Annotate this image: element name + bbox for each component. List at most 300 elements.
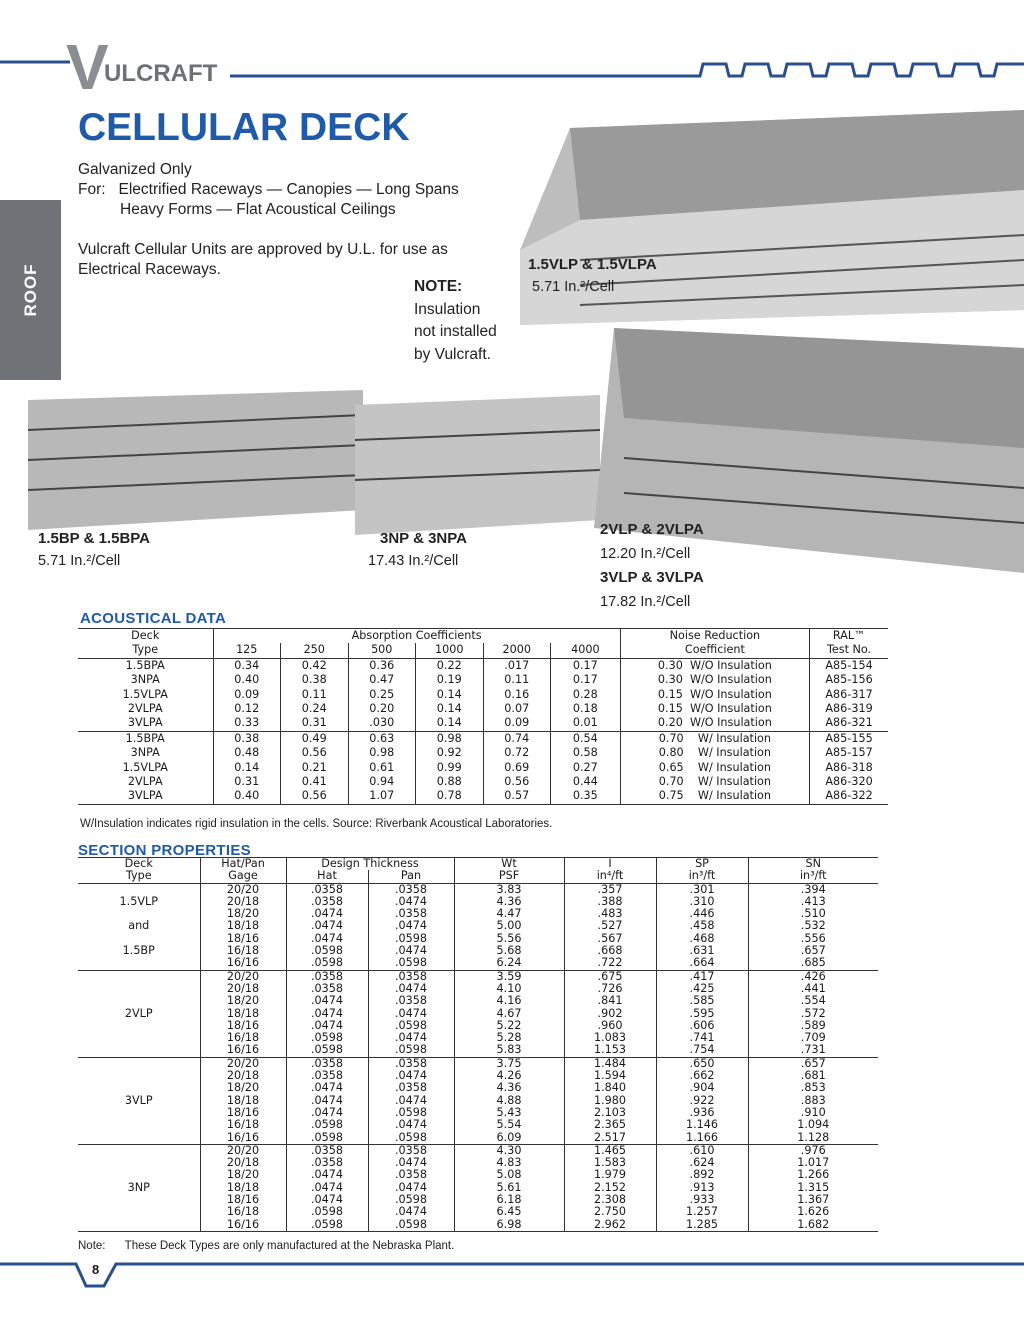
col-header: SN xyxy=(805,857,821,870)
deck-type-cell: 3VLP xyxy=(78,1095,200,1107)
table-cell: .910 xyxy=(800,1105,826,1119)
col-header: Wt xyxy=(454,858,564,871)
col-header: Deck xyxy=(78,629,213,644)
acoustical-title: ACOUSTICAL DATA xyxy=(80,610,227,627)
table-row xyxy=(78,1070,878,1082)
table-cell: .0474 xyxy=(286,1182,368,1194)
intro-line: Galvanized Only xyxy=(78,161,192,178)
page-title: CELLULAR DECK xyxy=(78,106,410,149)
table-cell: 1.367 xyxy=(797,1193,830,1207)
table-cell: .030 xyxy=(348,716,416,731)
table-cell: 0.09 xyxy=(483,716,551,731)
deck-type-cell: 1.5VLP xyxy=(78,896,200,908)
table-cell: 0.01 xyxy=(551,716,621,731)
table-cell: .585 xyxy=(656,995,748,1007)
table-cell: 1.5VLPA xyxy=(78,688,213,702)
deck-type-cell: 3NP xyxy=(78,1182,200,1194)
table-cell: 4.88 xyxy=(454,1095,564,1107)
table-cell: .446 xyxy=(656,908,748,920)
table-row xyxy=(78,1144,878,1157)
table-cell: 20/18 xyxy=(200,1157,286,1169)
table-cell: 0.17 xyxy=(551,673,621,687)
table-cell: 0.33 xyxy=(213,716,281,731)
table-cell: 5.54 xyxy=(454,1119,564,1131)
footer-rule xyxy=(0,1250,1024,1290)
table-cell: 0.30 W/O Insulation xyxy=(620,673,809,687)
deck-type-cell xyxy=(78,1119,200,1131)
table-row xyxy=(78,1182,878,1194)
table-cell: .0474 xyxy=(368,945,454,957)
table-cell: .0474 xyxy=(368,1206,454,1218)
table-row xyxy=(78,702,888,716)
table-cell: .0474 xyxy=(286,1020,368,1032)
col-header: 2000 xyxy=(483,643,551,658)
table-cell: .0598 xyxy=(286,1119,368,1131)
table-cell: 0.75 W/ Insulation xyxy=(620,789,809,804)
figure-name: 3NP & 3NPA xyxy=(380,530,467,547)
col-header: Hat xyxy=(286,870,368,883)
table-cell: .624 xyxy=(656,1157,748,1169)
table-cell: .976 xyxy=(800,1143,826,1157)
table-cell: 1.128 xyxy=(797,1130,830,1144)
table-cell: .0358 xyxy=(286,1144,368,1157)
table-cell: .0598 xyxy=(368,957,454,970)
table-cell: .0358 xyxy=(286,1070,368,1082)
table-cell: 0.61 xyxy=(348,761,416,775)
col-header: Absorption Coefficients xyxy=(213,629,620,644)
table-cell: .892 xyxy=(656,1169,748,1181)
table-cell: .0358 xyxy=(286,896,368,908)
table-cell: .458 xyxy=(656,920,748,932)
deck-type-cell xyxy=(78,995,200,1007)
table-cell: 0.38 xyxy=(281,673,349,687)
table-cell: 0.24 xyxy=(281,702,349,716)
table-cell: 0.78 xyxy=(416,789,484,804)
table-row xyxy=(78,1194,878,1206)
table-row xyxy=(78,1020,878,1032)
table-row xyxy=(78,1095,878,1107)
table-cell: 3NPA xyxy=(78,673,213,687)
table-cell: .0598 xyxy=(368,1194,454,1206)
table-cell: 6.45 xyxy=(454,1206,564,1218)
deck-type-cell xyxy=(78,1157,200,1169)
table-cell: 16/18 xyxy=(200,1206,286,1218)
col-header: Pan xyxy=(368,870,454,883)
table-cell: .0358 xyxy=(286,1157,368,1169)
table-row xyxy=(78,716,888,731)
table-cell: 0.65 W/ Insulation xyxy=(620,761,809,775)
table-cell: .0358 xyxy=(368,970,454,983)
table-cell: 1.017 xyxy=(797,1156,830,1170)
table-cell: 0.49 xyxy=(281,731,349,746)
table-cell: .933 xyxy=(656,1194,748,1206)
table-cell: 0.11 xyxy=(483,673,551,687)
table-cell: 18/16 xyxy=(200,933,286,945)
table-cell: 0.21 xyxy=(281,761,349,775)
section-side-tab xyxy=(0,200,61,380)
table-cell: A85-157 xyxy=(825,746,873,760)
table-cell: 18/16 xyxy=(200,1107,286,1119)
table-cell: .0598 xyxy=(286,1219,368,1232)
table-cell: 18/20 xyxy=(200,908,286,920)
table-row xyxy=(78,896,878,908)
table-cell: .741 xyxy=(656,1032,748,1044)
table-cell: 2VLPA xyxy=(78,775,213,789)
table-row xyxy=(78,1157,878,1169)
intro-text xyxy=(78,160,459,280)
table-cell: 1.094 xyxy=(797,1118,830,1132)
table-cell: A85-156 xyxy=(825,673,873,687)
table-cell: 4.30 xyxy=(454,1144,564,1157)
table-cell: .468 xyxy=(656,933,748,945)
deck-photo-3np xyxy=(355,395,600,535)
table-cell: .527 xyxy=(564,920,656,932)
table-cell: .0598 xyxy=(286,1206,368,1218)
table-cell: .0474 xyxy=(286,1194,368,1206)
table-cell: .0598 xyxy=(368,1219,454,1232)
table-cell: 1.682 xyxy=(797,1217,830,1231)
table-cell: .650 xyxy=(656,1057,748,1070)
table-cell: 0.40 xyxy=(213,673,281,687)
deck-type-cell xyxy=(78,1169,200,1181)
table-cell: .0358 xyxy=(286,970,368,983)
table-cell: .0598 xyxy=(368,933,454,945)
table-cell: .883 xyxy=(800,1093,826,1107)
table-cell: .0474 xyxy=(286,933,368,945)
table-cell: .301 xyxy=(656,883,748,896)
table-cell: 0.70 W/ Insulation xyxy=(620,775,809,789)
col-header: SP xyxy=(656,858,748,871)
table-cell: 1.5BPA xyxy=(78,658,213,673)
table-cell: .0474 xyxy=(368,920,454,932)
table-cell: 2.152 xyxy=(564,1182,656,1194)
table-cell: 6.98 xyxy=(454,1219,564,1232)
deck-type-cell xyxy=(78,1206,200,1218)
table-cell: .0358 xyxy=(368,883,454,896)
col-header: in³/ft xyxy=(799,869,827,883)
table-row xyxy=(78,688,888,702)
table-cell: 0.30 W/O Insulation xyxy=(620,658,809,673)
table-cell: 1.5VLPA xyxy=(78,761,213,775)
table-cell: 4.10 xyxy=(454,983,564,995)
table-cell: 3.59 xyxy=(454,970,564,983)
table-cell: 6.09 xyxy=(454,1132,564,1145)
figure-name: 3VLP & 3VLPA xyxy=(600,569,704,586)
table-cell: .0474 xyxy=(368,1182,454,1194)
table-cell: .0598 xyxy=(368,1107,454,1119)
table-row xyxy=(78,775,888,789)
col-header: Deck xyxy=(78,858,200,871)
deck-type-cell xyxy=(78,1144,200,1157)
table-cell: 5.83 xyxy=(454,1044,564,1057)
table-cell: 0.16 xyxy=(483,688,551,702)
table-cell: 6.24 xyxy=(454,957,564,970)
table-cell: .589 xyxy=(800,1018,826,1032)
table-cell: .754 xyxy=(656,1044,748,1057)
table-cell: 0.44 xyxy=(551,775,621,789)
table-cell: .0474 xyxy=(368,1119,454,1131)
table-cell: .0474 xyxy=(368,1157,454,1169)
table-cell: 5.00 xyxy=(454,920,564,932)
table-cell: 0.36 xyxy=(348,658,416,673)
table-cell: 0.14 xyxy=(213,761,281,775)
col-header: Design Thickness xyxy=(286,858,454,871)
table-cell: .0358 xyxy=(368,995,454,1007)
table-cell: .441 xyxy=(800,981,826,995)
table-cell: .0358 xyxy=(368,1169,454,1181)
table-cell: A85-155 xyxy=(825,731,873,745)
table-cell: 0.35 xyxy=(551,789,621,804)
table-cell: .0474 xyxy=(368,1032,454,1044)
table-cell: .388 xyxy=(564,896,656,908)
table-row xyxy=(78,908,878,920)
table-row xyxy=(78,1219,878,1232)
table-cell: 0.54 xyxy=(551,731,621,746)
table-cell: 20/18 xyxy=(200,1070,286,1082)
table-cell: .731 xyxy=(800,1043,826,1057)
table-cell: 4.83 xyxy=(454,1157,564,1169)
table-cell: 1.257 xyxy=(656,1206,748,1218)
table-cell: .0474 xyxy=(368,1095,454,1107)
table-cell: 0.80 W/ Insulation xyxy=(620,746,809,760)
col-header: Type xyxy=(78,870,200,883)
table-cell: 5.56 xyxy=(454,933,564,945)
table-cell: 0.14 xyxy=(416,702,484,716)
table-cell: 0.98 xyxy=(348,746,416,760)
col-header: 250 xyxy=(281,643,349,658)
table-cell: 0.20 W/O Insulation xyxy=(620,716,809,731)
for-label: For: xyxy=(78,181,106,198)
table-cell: 0.88 xyxy=(416,775,484,789)
table-row xyxy=(78,761,888,775)
col-header: Test No. xyxy=(826,643,872,657)
insulation-note xyxy=(414,276,497,366)
figure-area: 17.43 In.²/Cell xyxy=(368,553,459,569)
table-cell: 16/16 xyxy=(200,1044,286,1057)
table-cell: 4.16 xyxy=(454,995,564,1007)
col-header: 500 xyxy=(348,643,416,658)
table-cell: A86-322 xyxy=(825,789,873,803)
table-cell: .664 xyxy=(656,957,748,970)
table-cell: 5.22 xyxy=(454,1020,564,1032)
deck-type-cell: and xyxy=(78,920,200,932)
col-header: in⁴/ft xyxy=(564,870,656,883)
table-cell: .913 xyxy=(656,1182,748,1194)
col-header: Coefficient xyxy=(620,643,809,658)
figure-caption xyxy=(38,528,150,572)
table-row xyxy=(78,731,888,746)
table-cell: 0.56 xyxy=(281,789,349,804)
table-cell: 0.70 W/ Insulation xyxy=(620,731,809,746)
section-table xyxy=(78,857,878,1232)
table-row xyxy=(78,920,878,932)
table-cell: 0.15 W/O Insulation xyxy=(620,688,809,702)
table-cell: .685 xyxy=(800,956,826,970)
col-header: PSF xyxy=(454,870,564,883)
table-cell: A86-317 xyxy=(825,687,873,701)
table-cell: 0.94 xyxy=(348,775,416,789)
deck-type-cell xyxy=(78,983,200,995)
table-cell: 16/18 xyxy=(200,1032,286,1044)
table-cell: 2.103 xyxy=(564,1107,656,1119)
table-cell: .0474 xyxy=(286,995,368,1007)
table-cell: .483 xyxy=(564,908,656,920)
table-cell: 1.465 xyxy=(564,1144,656,1157)
table-cell: 0.14 xyxy=(416,716,484,731)
col-header: Noise Reduction xyxy=(620,629,809,644)
table-cell: .0474 xyxy=(286,908,368,920)
col-header: I xyxy=(564,858,656,871)
deck-photo-1-5bp xyxy=(28,390,363,530)
table-row xyxy=(78,1082,878,1094)
table-cell: 0.31 xyxy=(281,716,349,731)
table-cell: 18/18 xyxy=(200,1095,286,1107)
table-cell: .709 xyxy=(800,1031,826,1045)
deck-type-cell xyxy=(78,1032,200,1044)
table-cell: 0.31 xyxy=(213,775,281,789)
table-cell: 0.09 xyxy=(213,688,281,702)
table-cell: .0474 xyxy=(368,896,454,908)
table-cell: .0598 xyxy=(286,1032,368,1044)
table-cell: 1.626 xyxy=(797,1205,830,1219)
note-label: NOTE: xyxy=(414,278,463,295)
table-cell: 4.26 xyxy=(454,1070,564,1082)
table-row xyxy=(78,883,878,896)
acoustical-table xyxy=(78,628,888,805)
deck-type-cell xyxy=(78,1219,200,1232)
deck-type-cell xyxy=(78,957,200,970)
table-row xyxy=(78,1032,878,1044)
table-cell: .595 xyxy=(656,1008,748,1020)
deck-type-cell xyxy=(78,1107,200,1119)
table-cell: 18/18 xyxy=(200,1182,286,1194)
table-cell: A85-154 xyxy=(825,658,873,672)
table-cell: 0.07 xyxy=(483,702,551,716)
table-cell: .726 xyxy=(564,983,656,995)
table-cell: .0358 xyxy=(368,1082,454,1094)
table-row xyxy=(78,658,888,673)
table-cell: 1.583 xyxy=(564,1157,656,1169)
table-cell: .572 xyxy=(800,1006,826,1020)
figure-caption xyxy=(368,528,467,572)
deck-type-cell xyxy=(78,1070,200,1082)
table-cell: .668 xyxy=(564,945,656,957)
table-cell: 1.979 xyxy=(564,1169,656,1181)
table-cell: 0.15 W/O Insulation xyxy=(620,702,809,716)
table-cell: 4.67 xyxy=(454,1008,564,1020)
brand-logo-v: V xyxy=(66,31,107,103)
table-cell: .0358 xyxy=(286,1057,368,1070)
table-cell: .610 xyxy=(656,1144,748,1157)
table-cell: 0.34 xyxy=(213,658,281,673)
table-row xyxy=(78,933,878,945)
table-cell: 1.153 xyxy=(564,1044,656,1057)
deck-type-cell: 1.5BP xyxy=(78,945,200,957)
table-cell: 0.47 xyxy=(348,673,416,687)
table-cell: .922 xyxy=(656,1095,748,1107)
table-cell: 2.517 xyxy=(564,1132,656,1145)
figure-area: 17.82 In.²/Cell xyxy=(600,593,691,610)
table-cell: .0474 xyxy=(286,1008,368,1020)
table-cell: 0.99 xyxy=(416,761,484,775)
table-cell: 0.98 xyxy=(416,731,484,746)
table-cell: 1.285 xyxy=(656,1219,748,1232)
table-cell: .0358 xyxy=(368,1144,454,1157)
deck-type-cell xyxy=(78,883,200,896)
table-cell: 0.72 xyxy=(483,746,551,760)
table-cell: A86-319 xyxy=(825,702,873,716)
table-cell: .0358 xyxy=(368,1057,454,1070)
table-cell: .657 xyxy=(800,1056,826,1070)
deck-type-cell xyxy=(78,1057,200,1070)
table-cell: .0358 xyxy=(286,983,368,995)
table-cell: 0.56 xyxy=(281,746,349,760)
table-cell: 1.266 xyxy=(797,1168,830,1182)
table-row xyxy=(78,970,878,983)
table-cell: .0474 xyxy=(286,1107,368,1119)
acoustical-footnote: W/Insulation indicates rigid insulation in the cells. Source: Riverbank Acoustical Laboratories. xyxy=(80,818,553,830)
table-row xyxy=(78,1044,878,1057)
page-number: 8 xyxy=(92,1262,100,1277)
table-cell: 6.18 xyxy=(454,1194,564,1206)
table-cell: 0.27 xyxy=(551,761,621,775)
table-cell: .904 xyxy=(656,1082,748,1094)
table-cell: .357 xyxy=(564,883,656,896)
table-cell: A86-318 xyxy=(825,760,873,774)
table-cell: .0598 xyxy=(286,1132,368,1145)
table-cell: 5.08 xyxy=(454,1169,564,1181)
intro-line xyxy=(78,180,459,200)
col-header: 125 xyxy=(213,643,281,658)
table-cell: .0598 xyxy=(286,957,368,970)
table-cell: .0358 xyxy=(286,883,368,896)
intro-line: Vulcraft Cellular Units are approved by U.L. for use as xyxy=(78,241,448,258)
table-cell: 1.083 xyxy=(564,1032,656,1044)
note-text: These Deck Types are only manufactured at the Nebraska Plant. xyxy=(124,1240,455,1252)
table-cell: 3.75 xyxy=(454,1057,564,1070)
table-row xyxy=(78,945,878,957)
deck-type-cell xyxy=(78,970,200,983)
table-cell: .0474 xyxy=(368,1008,454,1020)
table-cell: 18/20 xyxy=(200,1082,286,1094)
table-cell: 0.63 xyxy=(348,731,416,746)
table-cell: 0.18 xyxy=(551,702,621,716)
table-row xyxy=(78,673,888,687)
deck-type-cell xyxy=(78,1194,200,1206)
table-cell: 1.980 xyxy=(564,1095,656,1107)
table-cell: .554 xyxy=(800,994,826,1008)
table-cell: .0474 xyxy=(286,1169,368,1181)
table-cell: .0474 xyxy=(368,983,454,995)
col-header: Type xyxy=(78,643,213,658)
table-cell: .936 xyxy=(656,1107,748,1119)
table-cell: 20/20 xyxy=(200,970,286,983)
table-cell: 18/18 xyxy=(200,920,286,932)
deck-type-cell xyxy=(78,1132,200,1145)
table-cell: 1.166 xyxy=(656,1132,748,1145)
figure-name: 1.5BP & 1.5BPA xyxy=(38,530,150,547)
table-row xyxy=(78,995,878,1007)
table-cell: .681 xyxy=(800,1069,826,1083)
table-cell: 18/20 xyxy=(200,995,286,1007)
table-cell: .017 xyxy=(483,658,551,673)
table-cell: .0598 xyxy=(286,945,368,957)
table-cell: .675 xyxy=(564,970,656,983)
section-title: SECTION PROPERTIES xyxy=(78,842,251,859)
table-cell: 18/16 xyxy=(200,1194,286,1206)
table-cell: 18/20 xyxy=(200,1169,286,1181)
table-cell: 0.20 xyxy=(348,702,416,716)
